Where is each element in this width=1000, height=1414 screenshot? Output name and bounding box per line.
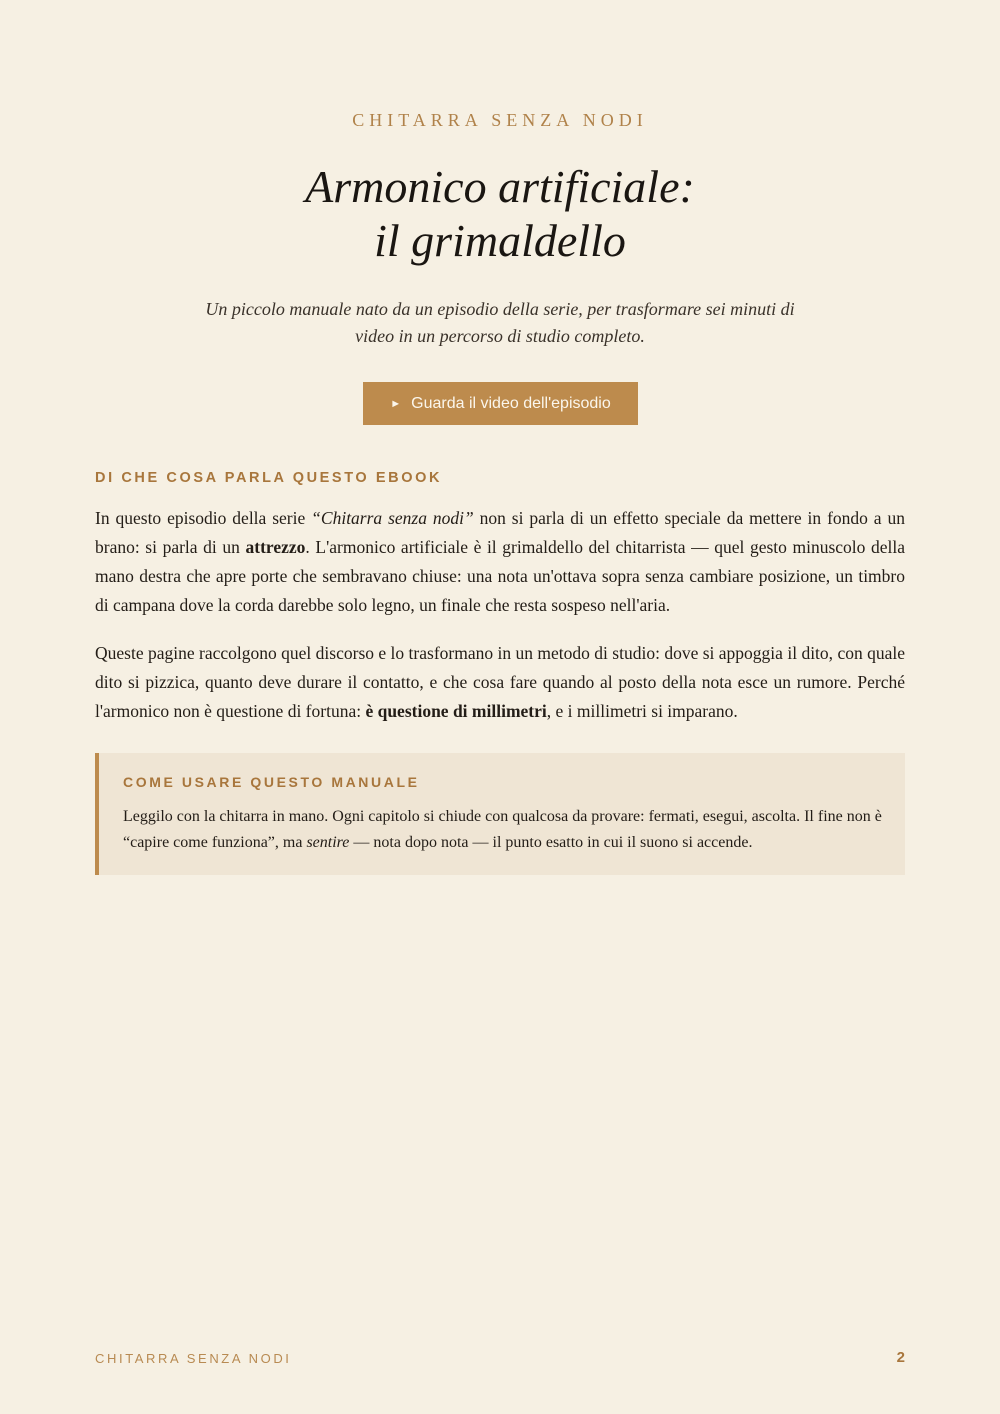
series-title: CHITARRA SENZA NODI <box>352 110 648 130</box>
p2-text-3: , e i millimetri si imparano. <box>546 701 738 721</box>
about-paragraph-1 <box>95 504 905 620</box>
footer-series: CHITARRA SENZA NODI <box>95 1351 292 1366</box>
callout-text-1: Leggilo con la chitarra in mano. Ogni capitolo si chiude con qualcosa da provare: fermati, esegui, ascolta. Il fine non è “capire come funziona”, ma <box>123 808 882 851</box>
page-title <box>0 160 1000 268</box>
title-line-1: Armonico artificiale: <box>305 161 695 212</box>
series-name-quote: “Chitarra senza nodi” <box>311 508 474 528</box>
page-number: 2 <box>896 1349 905 1366</box>
p1-text-1: In questo episodio della serie <box>95 508 312 528</box>
title-line-2: il grimaldello <box>374 215 626 266</box>
p2-text-1: Queste pagine raccolgono quel discorso e lo trasformano in un metodo di studio: dove si appoggia il dito, con quale dito si pizzica, quanto deve durare il contatto, e che cosa fare quando al posto della nota esce un rumore. Perché l'armonico non è questione di fortuna: <box>95 643 905 721</box>
about-paragraph-2 <box>95 639 905 726</box>
callout-emphasis: sentire <box>306 834 350 851</box>
watch-video-label: Guarda il video dell'episodio <box>411 394 611 412</box>
usage-callout <box>95 753 905 875</box>
subtitle: Un piccolo manuale nato da un episodio della serie, per trasformare sei minuti di video in un percorso di studio completo. <box>205 299 795 346</box>
section-heading-about: DI CHE COSA PARLA QUESTO EBOOK <box>95 470 443 486</box>
callout-heading: COME USARE QUESTO MANUALE <box>123 774 420 790</box>
callout-body <box>123 804 893 856</box>
watch-video-button[interactable] <box>363 382 638 425</box>
p1-text-5: . L'armonico artificiale è il grimaldello del chitarrista — quel gesto minuscolo della mano destra che apre porte che sembravano chiuse: una nota un'ottava sopra senza cambiare posizione, un timbro di campana dove la corda darebbe solo legno, un finale che resta sospeso nell'aria. <box>95 537 906 615</box>
play-icon: ► <box>390 397 402 410</box>
p1-emphasis: attrezzo <box>245 537 306 557</box>
p2-emphasis: è questione di millimetri <box>365 701 547 721</box>
callout-text-3: — nota dopo nota — il punto esatto in cui il suono si accende. <box>349 834 753 851</box>
p1-text-3: non si parla di un effetto speciale da mettere in fondo a un brano: si parla di un <box>95 508 905 557</box>
